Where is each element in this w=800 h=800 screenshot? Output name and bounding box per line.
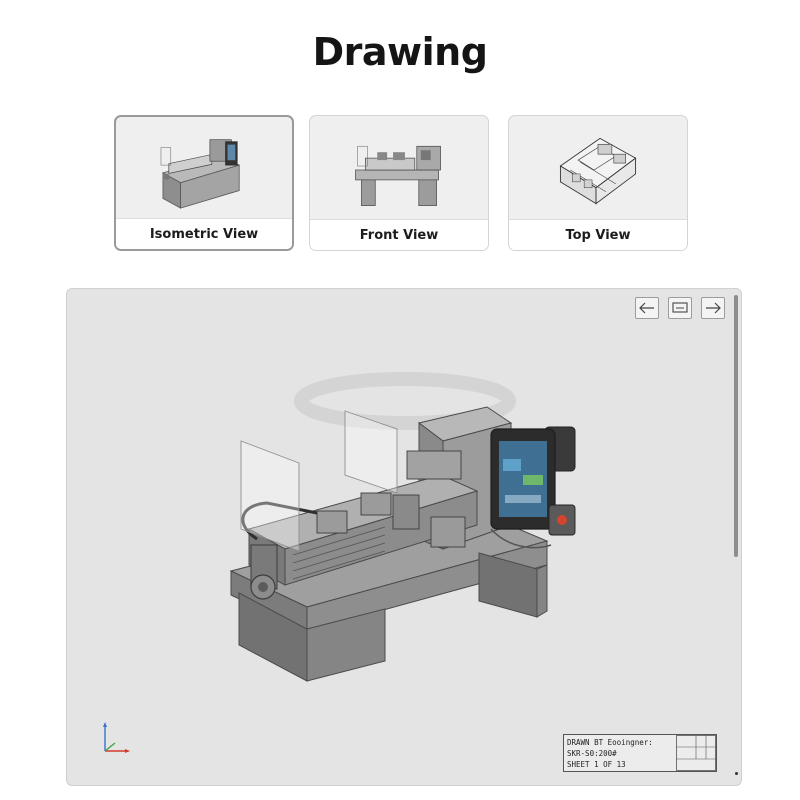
drawing-title-block bbox=[563, 734, 717, 772]
view-label: Top View bbox=[509, 219, 687, 250]
view-card-top[interactable] bbox=[508, 115, 688, 251]
corner-dot bbox=[735, 772, 738, 775]
title-block-part-no: SKR-S0:200# bbox=[567, 749, 617, 758]
front-thumbnail bbox=[310, 116, 488, 222]
isometric-thumbnail bbox=[116, 117, 292, 223]
machine-model[interactable] bbox=[67, 289, 742, 786]
title-block-drawn-by: DRAWN BT Eooingner: bbox=[567, 738, 653, 747]
view-card-front[interactable] bbox=[309, 115, 489, 251]
top-thumbnail bbox=[509, 116, 687, 222]
view-label: Isometric View bbox=[116, 218, 292, 249]
axis-triad-icon bbox=[97, 719, 137, 759]
view-card-isometric[interactable] bbox=[114, 115, 294, 251]
model-viewport[interactable] bbox=[66, 288, 742, 786]
title-block-grid bbox=[676, 735, 716, 771]
page-title: Drawing bbox=[312, 30, 488, 74]
view-label: Front View bbox=[310, 219, 488, 250]
title-block-sheet: SHEET 1 OF 13 bbox=[567, 760, 626, 769]
